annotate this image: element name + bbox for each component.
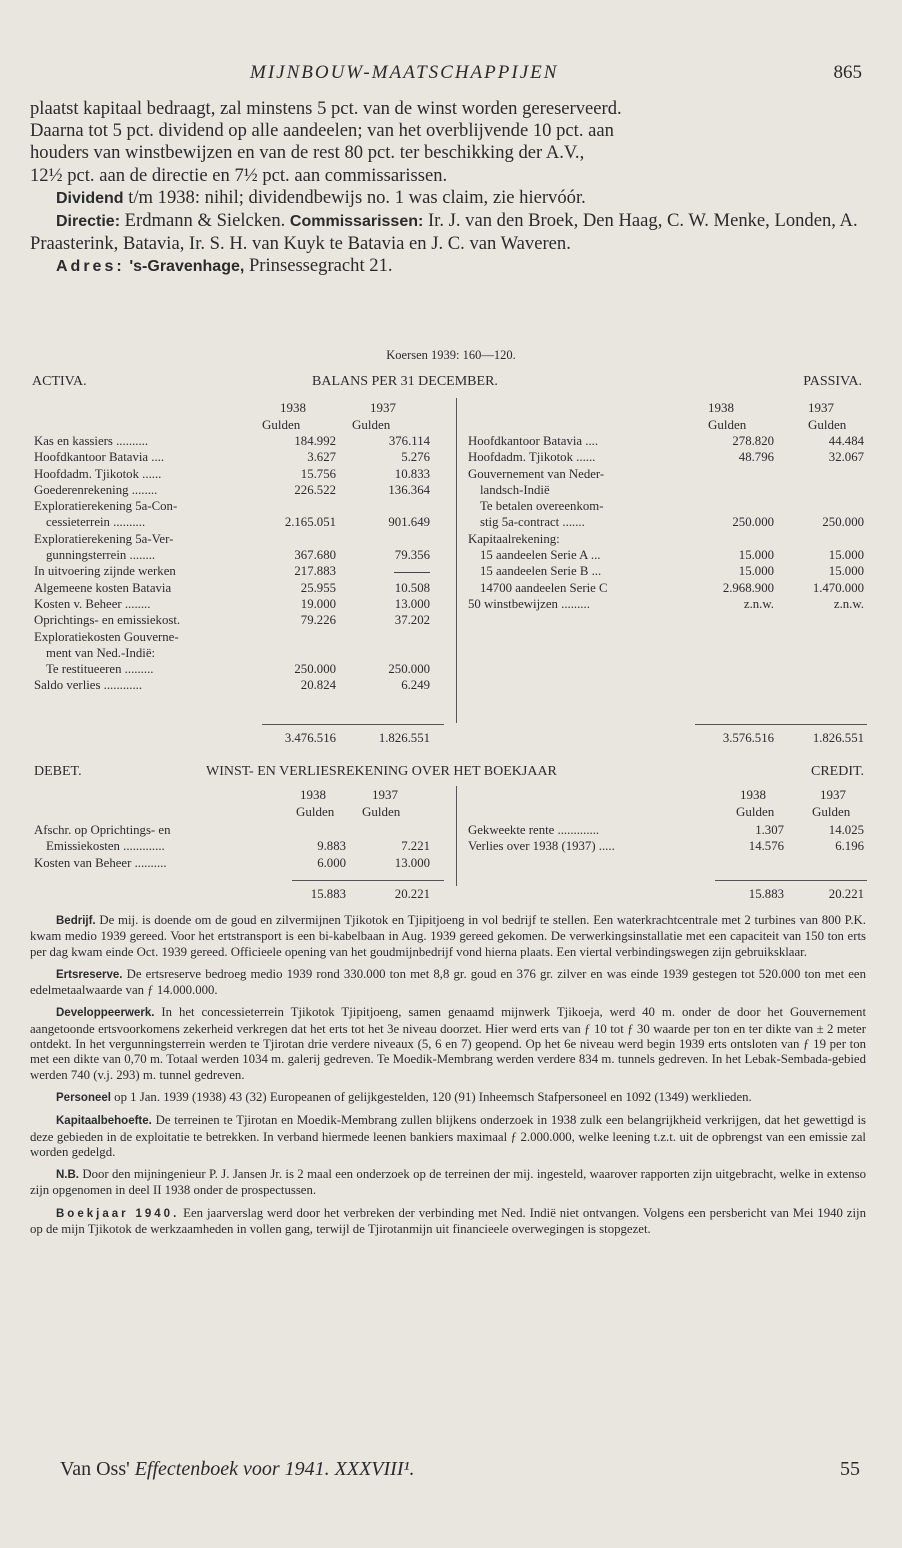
value-1938: 2.165.051 (284, 515, 336, 530)
row-label: gunningsterrein ........ (46, 548, 156, 563)
value-1937: 10.508 (394, 580, 430, 595)
credit-table (468, 822, 868, 855)
intro-line: plaatst kapitaal bedraagt, zal minstens 5 pct. van de winst worden gereserveerd. (30, 98, 622, 119)
table-row (34, 482, 444, 498)
value-1937: 6.196 (835, 839, 864, 854)
page-number: 865 (833, 62, 862, 83)
note-heading: Boekjaar 1940. (56, 1207, 180, 1220)
row-label: Hoofdkantoor Batavia .... (34, 450, 165, 465)
table-row (468, 822, 868, 838)
value-1938: 2.968.900 (722, 580, 774, 595)
row-label: Te betalen overeenkom- (480, 499, 604, 514)
intro-line: 12½ pct. aan de directie en 7½ pct. aan commissarissen. (30, 164, 448, 186)
value-1937: 5.276 (401, 450, 430, 465)
value-1937: 136.364 (388, 482, 430, 497)
note-text: Een jaarverslag werd door het verbreken der verbinding met Ned. Indië niet ontvangen. Volgens een persbericht van Mei 1940 zijn op de mijn Tjikotok de werkzaamheden in vollen gang, terwijl de Tjirotanmijn uit financieele overwegingen is stopgezet. (30, 1205, 866, 1237)
table-row (34, 596, 444, 612)
year-header: 1938 (280, 400, 306, 415)
running-title: MIJNBOUW-MAATSCHAPPIJEN (250, 62, 559, 83)
year-header: 1938 (300, 787, 326, 802)
row-label: Afschr. op Oprichtings- en (34, 823, 171, 837)
row-label: Oprichtings- en emissiekost. (34, 613, 181, 628)
passiva-label: PASSIVA. (803, 374, 862, 389)
wv-title: WINST- EN VERLIESREKENING OVER HET BOEKJAAR (206, 764, 557, 779)
table-row (34, 612, 444, 628)
value-1938: 226.522 (294, 482, 336, 497)
value-1938: 20.824 (300, 678, 336, 693)
adres-label: Adres: (56, 258, 125, 276)
year-header: 1937 (808, 400, 834, 415)
table-row (468, 580, 868, 596)
unit-header: Gulden (296, 804, 335, 819)
value-1938: 79.226 (300, 613, 336, 628)
row-label: Exploratierekening 5a-Ver- (34, 531, 174, 546)
footer-book-title: Effectenboek voor 1941. XXXVIII¹. (134, 1458, 415, 1480)
table-row (468, 596, 868, 612)
passiva-total-1937: 1.826.551 (812, 731, 864, 745)
row-label: In uitvoering zijnde werken (34, 564, 176, 579)
year-header: 1937 (820, 787, 846, 802)
table-row (468, 547, 868, 563)
commissarissen-label: Commissarissen: (289, 213, 424, 231)
row-label: Kosten v. Beheer ........ (34, 596, 151, 611)
table-row (34, 466, 444, 482)
value-1937: 6.249 (401, 678, 430, 693)
value-1937: 15.000 (828, 564, 864, 579)
value-1937: 79.356 (394, 548, 430, 563)
balans-title: BALANS PER 31 DECEMBER. (312, 374, 498, 389)
commissarissen-text: Ir. J. van den Broek, Den Haag, C. W. Menke, Londen, A. Praasterink, Batavia, Ir. S. H. van Kuyk te Batavia en J. C. van Waveren. (30, 210, 858, 255)
debet-total-1938: 15.883 (310, 887, 346, 901)
value-1938: 15.756 (300, 466, 336, 481)
note-paragraph (30, 1206, 866, 1238)
value-1938: 250.000 (294, 662, 336, 677)
company-intro (30, 98, 866, 279)
value-1938: 9.883 (317, 839, 346, 854)
footer-page-number: 55 (840, 1458, 860, 1480)
note-text: Door den mijningenieur P. J. Jansen Jr. is 2 maal een onderzoek op de terreinen der mij. ingesteld, waarover rapporten zijn uitgebracht, welke in extenso zijn opgenomen in deel II 1938 onder de prospectussen. (30, 1167, 866, 1198)
passiva-total-1938: 3.576.516 (722, 731, 774, 745)
table-row (34, 514, 444, 530)
unit-header: Gulden (812, 804, 851, 819)
note-paragraph (30, 1167, 866, 1199)
value-1938: 217.883 (294, 564, 336, 579)
note-text: In het concessieterrein Tjikotok Tjipitjoeng, samen genaamd mijnwerk Tjikoeja, werd 40 m. onder de door het Gouvernement aangetoonde ertsvoorkomens zekerheid verkregen dat het erts tot het 3e niveau doorzet. Hier werd erts van ƒ 10 tot ƒ 30 waarde per ton en ter dikte van ± 2 meter ontdekt. In het vergunningsterrein werden te Tjirotan drie verdere niveaux (5, 6 en 7) geopend. Op het 6e niveau werd begin 1939 erts ontsloten van ƒ 19 per ton met een dikte van 0,70 m. Totaal werden 1034 m. galerij gedreven. Te Moedik-Membrang werden verdere 834 m. tunnels gedreven. In het Lebak-Sembada-gebied werden 740 (v.j. 293) m. tunnel gedreven. (30, 1005, 866, 1082)
passiva-table (468, 433, 868, 612)
unit-header: Gulden (808, 417, 847, 432)
passiva-total-rule (695, 724, 867, 725)
value-1937 (340, 563, 430, 579)
table-row (34, 498, 444, 514)
debet-total-rule (292, 880, 444, 881)
activa-total-1938: 3.476.516 (284, 731, 336, 745)
table-row (34, 580, 444, 596)
row-label: 14700 aandeelen Serie C (480, 580, 608, 595)
year-header: 1937 (372, 787, 398, 802)
row-label: cessieterrein .......... (46, 515, 146, 530)
value-1938: 250.000 (732, 515, 774, 530)
directie-line (30, 210, 866, 255)
table-row (34, 563, 444, 579)
value-1937: 14.025 (828, 823, 864, 837)
note-paragraph (30, 1005, 866, 1082)
value-1937: 250.000 (388, 662, 430, 677)
value-1937: 13.000 (394, 596, 430, 611)
value-1938: 184.992 (294, 434, 336, 448)
adres-street: Prinsessegracht 21. (244, 255, 393, 277)
note-paragraph (30, 913, 866, 960)
table-row (34, 449, 444, 465)
unit-header: Gulden (352, 417, 391, 432)
value-1938: 1.307 (755, 823, 784, 837)
note-paragraph (30, 1113, 866, 1160)
table-row (468, 563, 868, 579)
value-1938: 278.820 (732, 434, 774, 448)
year-header: 1937 (370, 400, 396, 415)
debet-table (34, 822, 444, 871)
row-label: 50 winstbewijzen ......... (468, 596, 590, 611)
value-1937: 1.470.000 (812, 580, 864, 595)
value-1938: 367.680 (294, 548, 336, 563)
value-1938: 14.576 (748, 839, 784, 854)
value-1938: z.n.w. (743, 596, 774, 611)
table-row (34, 677, 444, 693)
row-label: 15 aandeelen Serie A ... (480, 548, 601, 563)
dividend-line (30, 187, 866, 210)
row-label: Hoofdadm. Tjikotok ...... (468, 450, 596, 465)
credit-total-row (468, 886, 868, 902)
note-heading: Kapitaalbehoefte. (56, 1115, 152, 1128)
value-1938: 15.000 (738, 564, 774, 579)
directie-label: Directie: (56, 213, 121, 231)
value-1938: 25.955 (300, 580, 336, 595)
unit-header: Gulden (262, 417, 301, 432)
row-label: Exploratierekening 5a-Con- (34, 499, 178, 514)
row-label: Te restitueeren ......... (46, 662, 154, 677)
table-row (468, 498, 868, 514)
value-1937: 7.221 (401, 839, 430, 854)
activa-table (34, 433, 444, 694)
row-label: Exploratiekosten Gouverne- (34, 629, 179, 644)
passiva-total-row (468, 730, 868, 746)
note-heading: Bedrijf. (56, 915, 96, 927)
value-1937: 901.649 (388, 515, 430, 530)
dividend-label: Dividend (56, 189, 124, 207)
value-1938: 3.627 (307, 450, 336, 465)
unit-header: Gulden (736, 804, 775, 819)
footer-publisher: Van Oss' (60, 1458, 135, 1480)
row-label: Saldo verlies ............ (34, 678, 143, 693)
value-1938: 6.000 (317, 855, 346, 870)
row-label: Hoofdkantoor Batavia .... (468, 434, 599, 448)
note-heading: N.B. (56, 1169, 79, 1182)
credit-total-rule (715, 880, 867, 881)
nil-dash (394, 572, 430, 573)
note-text: De terreinen te Tjirotan en Moedik-Membrang zullen blijkens onderzoek in 1938 zulk een belangrijkheid verkrijgen, dat het gewettigd is deze gebieden in de exploitatie te betrekken. In verband hiermede leenen bankiers maximaal ƒ 2.000.000, welke leening t.z.t. uit de opbrengst van een emissie zal worden gedelgd. (30, 1113, 866, 1159)
page-footer (60, 1458, 860, 1481)
intro-line: Daarna tot 5 pct. dividend op alle aandeelen; van het overblijvende 10 pct. aan (30, 120, 614, 142)
value-1937: 13.000 (394, 855, 430, 870)
table-row (468, 466, 868, 482)
table-row (34, 855, 444, 871)
wv-divider (456, 786, 457, 886)
row-label: Emissiekosten ............. (46, 839, 165, 854)
year-header: 1938 (708, 400, 734, 415)
row-label: 15 aandeelen Serie B ... (480, 564, 602, 579)
value-1937: z.n.w. (833, 596, 864, 611)
intro-line: houders van winstbewijzen en van de rest 80 pct. ter beschikking der A.V., (30, 142, 585, 164)
company-notes (30, 913, 866, 1244)
table-row (34, 645, 444, 661)
table-row (34, 629, 444, 645)
note-heading: Ertsreserve. (56, 968, 123, 981)
year-header: 1938 (740, 787, 766, 802)
note-heading: Personeel (56, 1091, 111, 1104)
row-label: Kosten van Beheer .......... (34, 855, 167, 870)
activa-total-row (34, 730, 444, 746)
unit-header: Gulden (362, 804, 401, 819)
activa-total-rule (262, 724, 444, 725)
unit-header: Gulden (708, 417, 747, 432)
note-text: op 1 Jan. 1939 (1938) 43 (32) Europeanen of gelijkgestelden, 120 (91) Inheemsch Stafpersoneel en 1092 (1349) werklieden. (110, 1089, 752, 1104)
adres-line (30, 255, 866, 278)
note-paragraph (30, 967, 866, 999)
value-1937: 37.202 (394, 613, 430, 628)
row-label: Hoofdadm. Tjikotok ...... (34, 466, 162, 481)
koersen: Koersen 1939: 160—120. (386, 348, 516, 362)
table-row (468, 531, 868, 547)
table-row (34, 838, 444, 854)
note-text: De ertsreserve bedroeg medio 1939 rond 330.000 ton met 8,8 gr. goud en 376 gr. zilver en was einde 1939 gestegen tot 520.000 ton met een edelmetaalwaarde van ƒ 14.000.000. (30, 966, 866, 998)
row-label: Verlies over 1938 (1937) ..... (468, 839, 615, 854)
table-row (34, 822, 444, 838)
adres-city: 's-Gravenhage, (129, 258, 245, 276)
row-label: ment van Ned.-Indië: (46, 645, 156, 660)
note-heading: Developpeerwerk. (56, 1007, 155, 1020)
debet-total-row (34, 886, 444, 902)
row-label: Algemeene kosten Batavia (34, 580, 172, 595)
value-1937: 376.114 (388, 434, 430, 448)
credit-label: CREDIT. (810, 764, 864, 779)
row-label: Gouvernement van Neder- (468, 466, 605, 481)
table-row (468, 449, 868, 465)
value-1938: 15.000 (738, 548, 774, 563)
credit-total-1937: 20.221 (828, 887, 864, 901)
row-label: Kapitaalrekening: (468, 531, 560, 546)
credit-total-1938: 15.883 (748, 887, 784, 901)
activa-label: ACTIVA. (32, 374, 87, 389)
row-label: Kas en kassiers .......... (34, 434, 149, 448)
row-label: Goederenrekening ........ (34, 482, 158, 497)
table-row (468, 514, 868, 530)
table-row (34, 547, 444, 563)
directie-text: Erdmann & Sielcken. (120, 210, 290, 232)
value-1938: 19.000 (300, 596, 336, 611)
note-text: De mij. is doende om de goud en zilvermijnen Tjikotok en Tjipitjoeng in vol bedrijf te stellen. Een waterkrachtcentrale met 2 turbines van 800 P.K. kwam medio 1939 gereed. Voor het ertstransport is een bi-kabelbaan in Aug. 1939 gereed gekomen. De verwerkingsinstallatie met een capaciteit van 150 ton erts per dag kwam einde Oct. 1939 gereed. Officieele opening van het goudmijnbedrijf vond hierna plaats. Een viertal verbindingswegen zijn gebruiksklaar. (30, 913, 866, 959)
activa-total-1937: 1.826.551 (378, 731, 430, 745)
table-row (468, 838, 868, 854)
value-1937: 250.000 (822, 515, 864, 530)
debet-label: DEBET. (34, 764, 82, 779)
dividend-text: t/m 1938: nihil; dividendbewijs no. 1 was claim, zie hiervóór. (123, 186, 586, 208)
value-1938: 48.796 (738, 450, 774, 465)
table-row (34, 531, 444, 547)
table-row (34, 433, 444, 449)
value-1937: 15.000 (828, 548, 864, 563)
value-1937: 32.067 (828, 450, 864, 465)
row-label: landsch-Indië (480, 482, 550, 497)
row-label: Gekweekte rente ............. (468, 823, 600, 837)
table-row (468, 433, 868, 449)
note-paragraph (30, 1090, 866, 1106)
table-row (34, 661, 444, 677)
debet-total-1937: 20.221 (394, 887, 430, 901)
value-1937: 44.484 (828, 434, 864, 448)
value-1937: 10.833 (394, 466, 430, 481)
table-row (468, 482, 868, 498)
balans-divider (456, 398, 457, 723)
row-label: stig 5a-contract ....... (480, 515, 585, 530)
